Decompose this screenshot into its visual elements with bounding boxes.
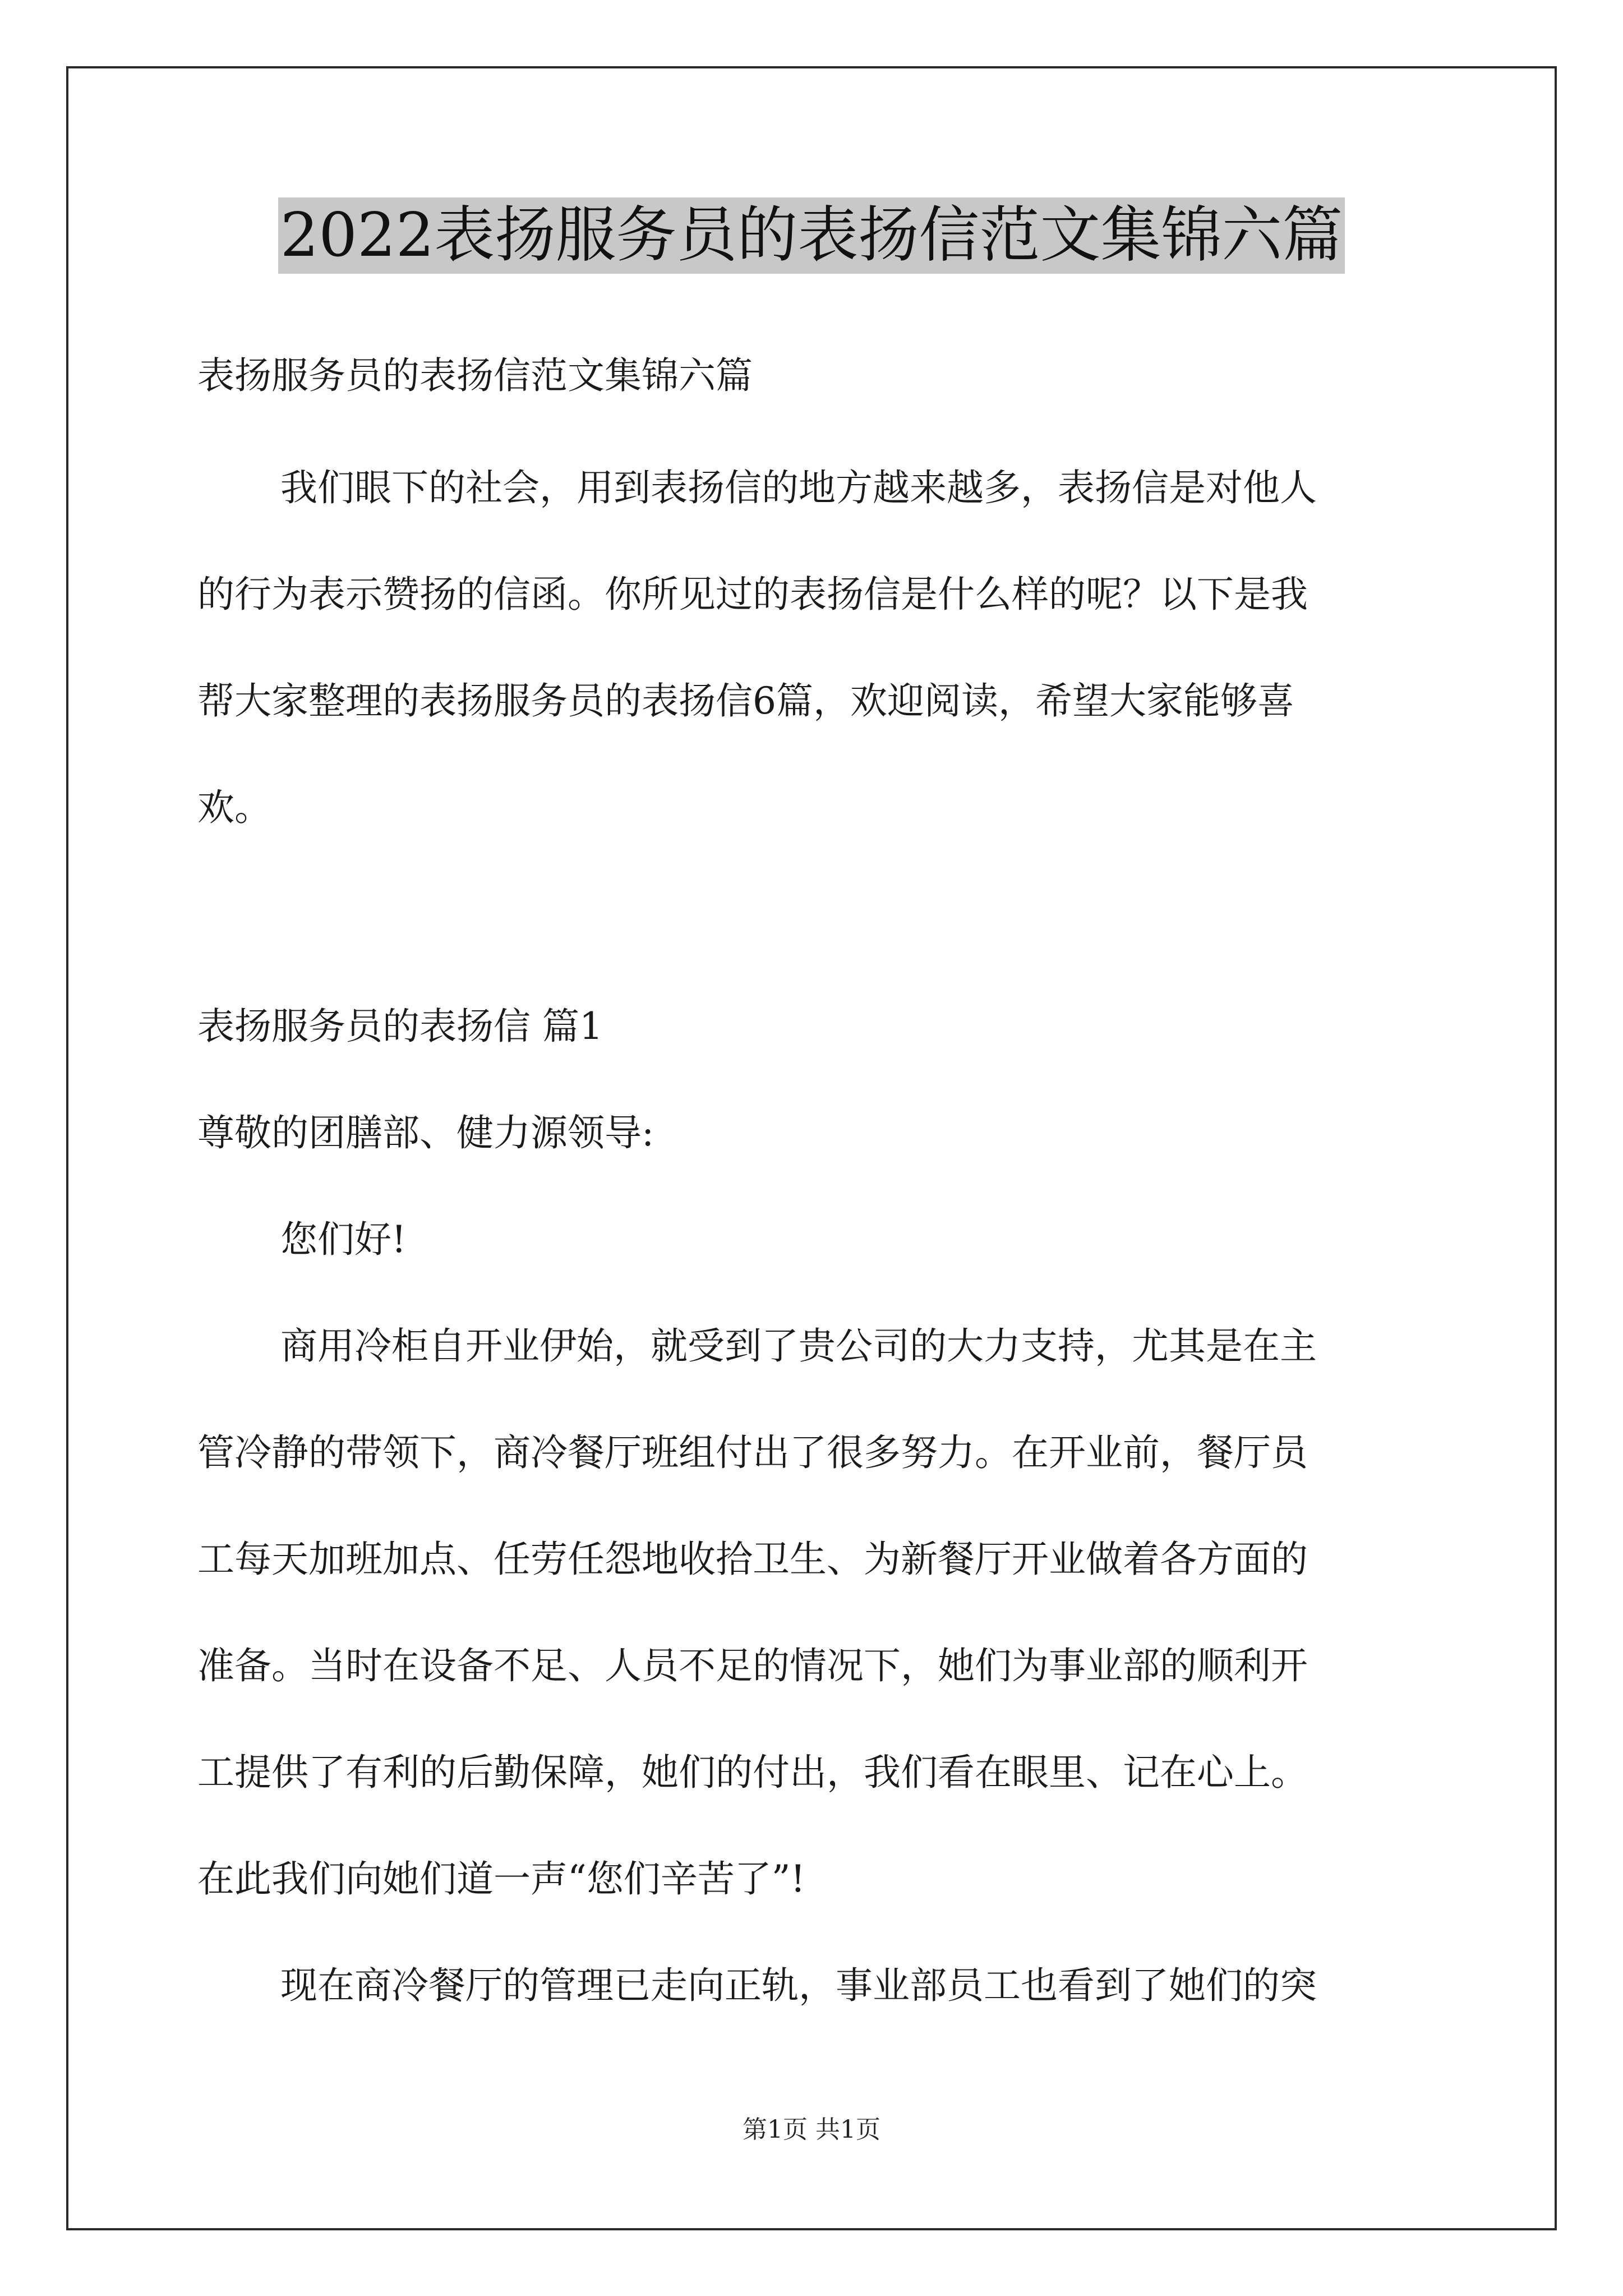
document-title: 2022表扬服务员的表扬信范文集锦六篇 — [278, 197, 1345, 274]
paragraph-line: 在此我们向她们道一声“您们辛苦了”! — [197, 1857, 806, 1901]
salutation-line: 尊敬的团膳部、健力源领导: — [197, 1111, 654, 1154]
paragraph-line: 欢。 — [197, 786, 271, 829]
paragraph-line: 帮大家整理的表扬服务员的表扬信6篇，欢迎阅读，希望大家能够喜 — [197, 679, 1294, 723]
page-number: 第1页 共1页 — [743, 2115, 880, 2144]
page-footer — [0, 2109, 1623, 2145]
section-heading: 表扬服务员的表扬信 篇1 — [197, 1005, 603, 1048]
paragraph-line: 现在商冷餐厅的管理已走向正轨，事业部员工也看到了她们的突 — [280, 1964, 1317, 2007]
paragraph-line: 的行为表示赞扬的信函。你所见过的表扬信是什么样的呢？以下是我 — [197, 573, 1308, 616]
paragraph-line: 工每天加班加点、任劳任怨地收拾卫生、为新餐厅开业做着各方面的 — [197, 1538, 1308, 1581]
paragraph-line: 商用冷柜自开业伊始，就受到了贵公司的大力支持，尤其是在主 — [280, 1324, 1317, 1368]
paragraph-line: 我们眼下的社会，用到表扬信的地方越来越多，表扬信是对他人 — [280, 466, 1317, 509]
paragraph-line: 管冷静的带领下，商冷餐厅班组付出了很多努力。在开业前，餐厅员 — [197, 1431, 1308, 1474]
paragraph-line: 工提供了有利的后勤保障，她们的付出，我们看在眼里、记在心上。 — [197, 1751, 1308, 1794]
title-container — [0, 197, 1623, 274]
paragraph-line: 准备。当时在设备不足、人员不足的情况下，她们为事业部的顺利开 — [197, 1644, 1308, 1687]
subtitle-line: 表扬服务员的表扬信范文集锦六篇 — [197, 354, 753, 397]
greeting-line: 您们好! — [280, 1218, 407, 1261]
